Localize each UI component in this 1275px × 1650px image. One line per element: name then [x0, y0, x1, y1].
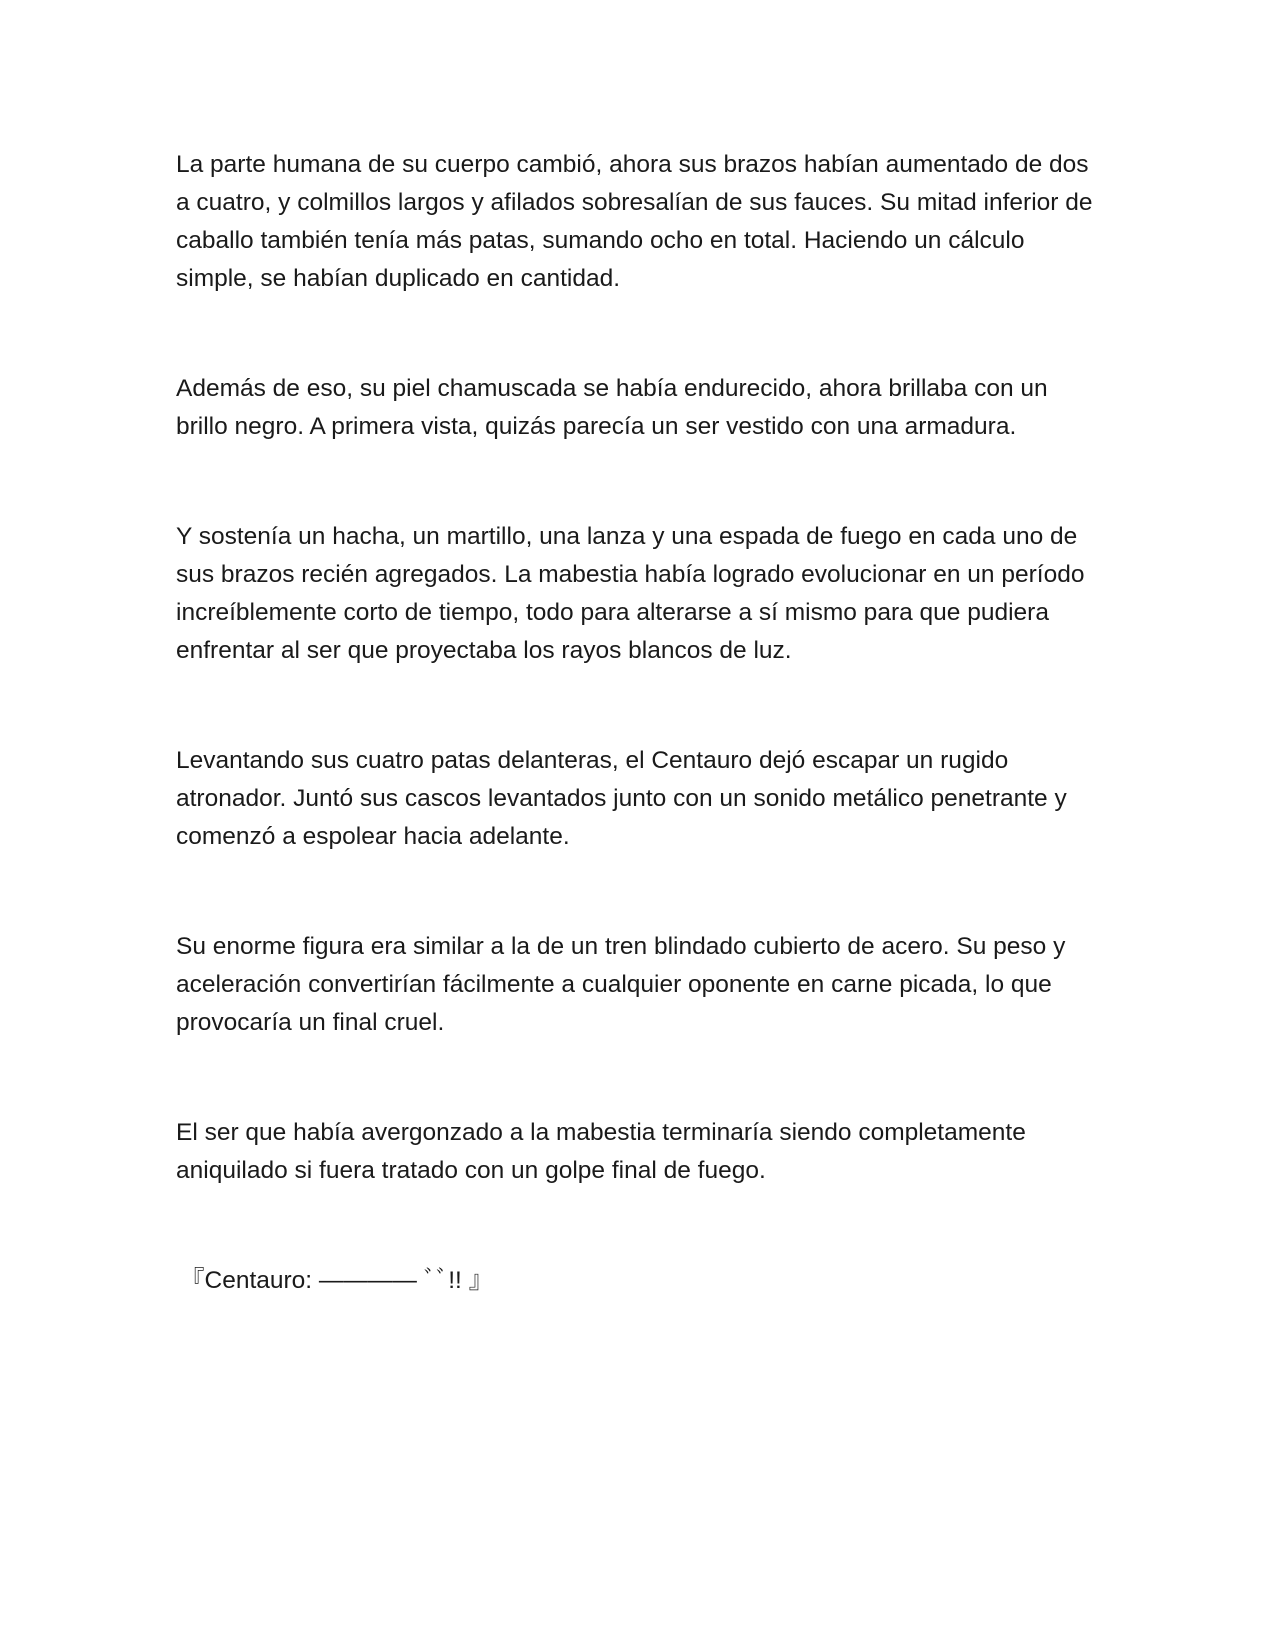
document-body [176, 146, 1096, 1300]
paragraph-5: Su enorme figura era similar a la de un tren blindado cubierto de acero. Su peso y aceleración convertirían fácilmente a cualquier oponente en carne picada, lo que provocaría un final cruel. [176, 933, 1066, 1036]
paragraph-6: El ser que había avergonzado a la mabestia terminaría siendo completamente aniquilado si fuera tratado con un golpe final de fuego. [176, 1119, 1026, 1184]
dialogue-line: 『Centauro: ———— ﾞﾞ!! 』 [180, 1267, 494, 1294]
paragraph-2: Además de eso, su piel chamuscada se había endurecido, ahora brillaba con un brillo negro. A primera vista, quizás parecía un ser vestido con una armadura. [176, 375, 1048, 440]
paragraph-3: Y sostenía un hacha, un martillo, una lanza y una espada de fuego en cada uno de sus brazos recién agregados. La mabestia había logrado evolucionar en un período increíblemente corto de tiempo, todo para alterarse a sí mismo para que pudiera enfrentar al ser que proyectaba los rayos blancos de luz. [176, 523, 1085, 664]
paragraph-4: Levantando sus cuatro patas delanteras, el Centauro dejó escapar un rugido atronador. Juntó sus cascos levantados junto con un sonido metálico penetrante y comenzó a espolear hacia adelante. [176, 747, 1067, 850]
paragraph-1: La parte humana de su cuerpo cambió, ahora sus brazos habían aumentado de dos a cuatro, y colmillos largos y afilados sobresalían de sus fauces. Su mitad inferior de caballo también tenía más patas, sumando ocho en total. Haciendo un cálculo simple, se habían duplicado en cantidad. [176, 151, 1093, 292]
